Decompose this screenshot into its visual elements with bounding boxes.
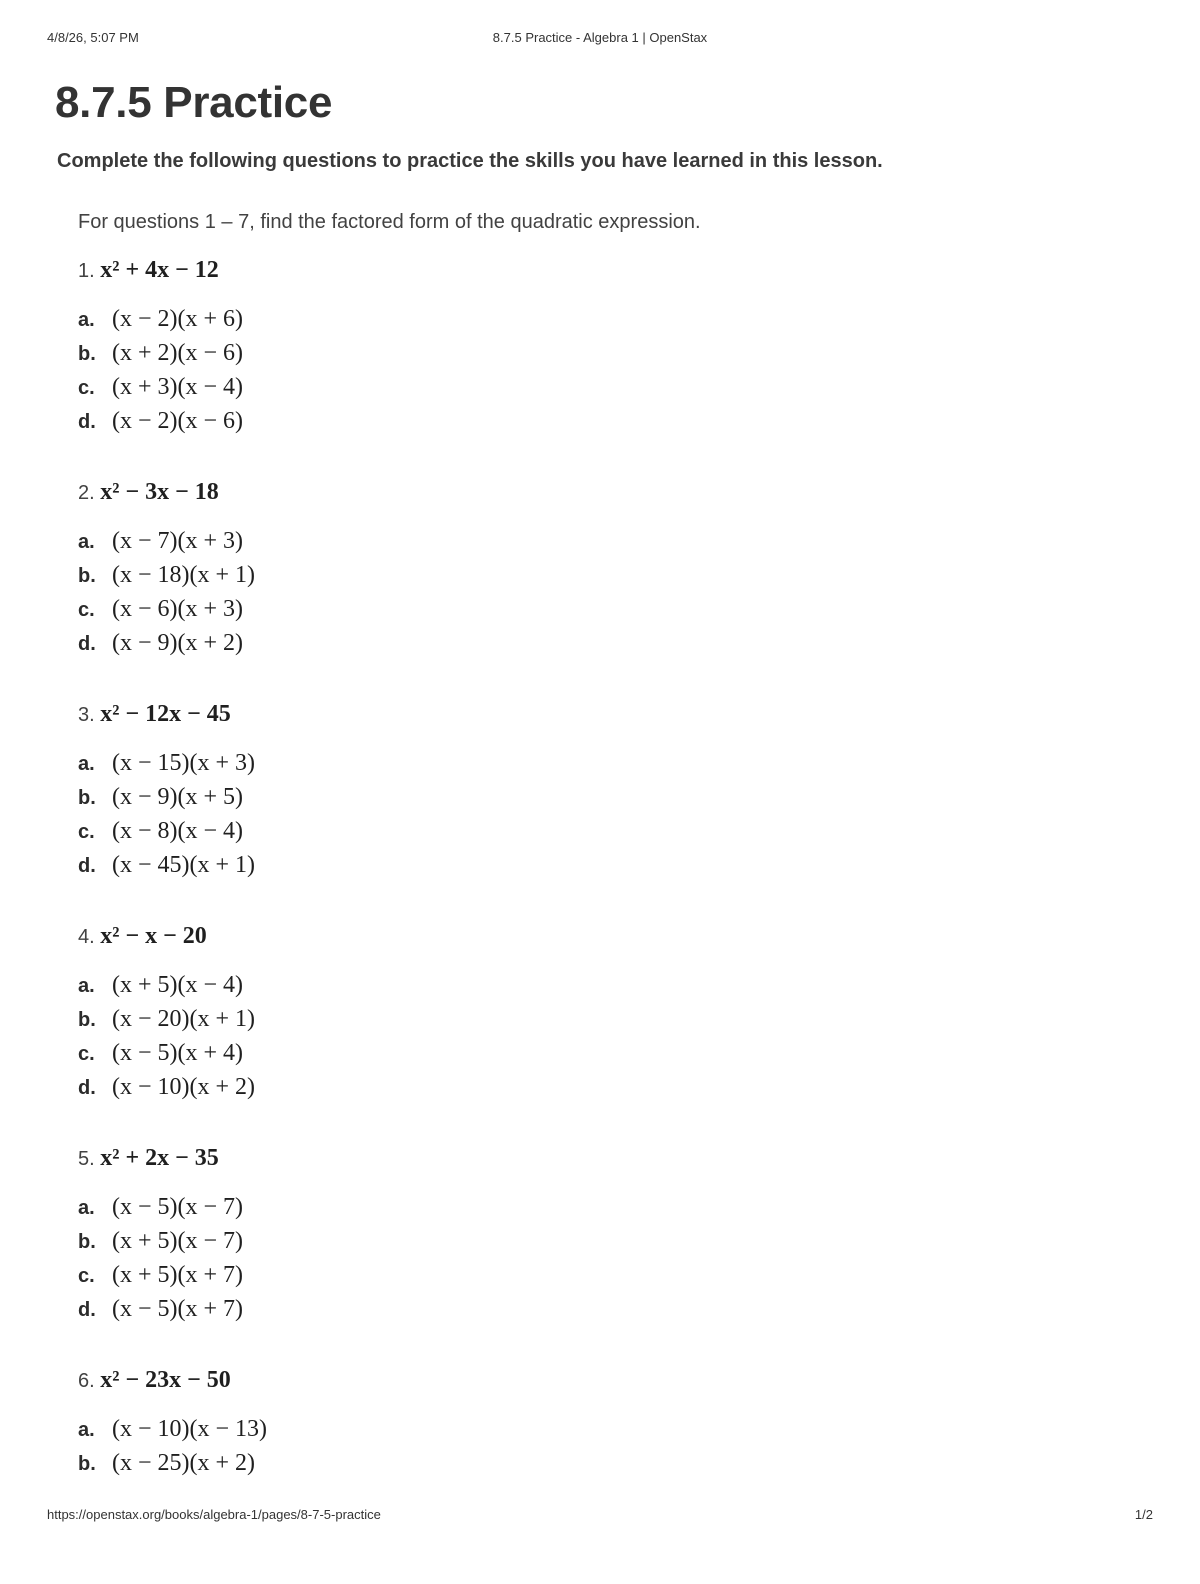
question-prompt [78, 1140, 1078, 1180]
option-expression: (x − 7)(x + 3) [112, 528, 244, 554]
option-letter: d. [78, 633, 96, 655]
option-letter: b. [78, 787, 96, 809]
option-letter: c. [78, 599, 95, 621]
question-expression: x² + 2x − 35 [100, 1145, 219, 1171]
option-letter: c. [78, 1043, 95, 1065]
answer-option[interactable] [78, 1190, 1078, 1224]
option-expression: (x − 15)(x + 3) [112, 750, 256, 776]
answer-option[interactable] [78, 780, 1078, 814]
option-expression: (x + 2)(x − 6) [112, 340, 244, 366]
option-letter: b. [78, 1009, 96, 1031]
option-expression: (x − 2)(x − 6) [112, 408, 244, 434]
option-letter: a. [78, 1419, 95, 1441]
answer-options [78, 302, 1078, 438]
answer-option[interactable] [78, 524, 1078, 558]
answer-option[interactable] [78, 404, 1078, 438]
intro-text: Complete the following questions to practice the skills you have learned in this lesson. [57, 150, 883, 172]
print-header [0, 30, 1200, 50]
option-expression: (x + 5)(x + 7) [112, 1262, 244, 1288]
option-letter: d. [78, 1077, 96, 1099]
option-letter: c. [78, 1265, 95, 1287]
page-indicator: 1/2 [1134, 1507, 1153, 1522]
option-letter: d. [78, 1299, 96, 1321]
answer-option[interactable] [78, 1446, 1078, 1480]
question-number: 4. [78, 926, 95, 948]
answer-option[interactable] [78, 370, 1078, 404]
option-expression: (x − 5)(x + 7) [112, 1296, 244, 1322]
question-number: 3. [78, 704, 95, 726]
option-expression: (x − 9)(x + 5) [112, 784, 244, 810]
option-expression: (x − 5)(x + 4) [112, 1040, 244, 1066]
question-number: 6. [78, 1370, 95, 1392]
page-title: 8.7.5 Practice [55, 78, 333, 127]
option-expression: (x − 20)(x + 1) [112, 1006, 256, 1032]
answer-option[interactable] [78, 1292, 1078, 1326]
instructions-text: For questions 1 – 7, find the factored form of the quadratic expression. [78, 211, 701, 233]
question-prompt [78, 1362, 1078, 1402]
question-expression: x² − x − 20 [100, 923, 207, 949]
question-prompt [78, 918, 1078, 958]
option-letter: a. [78, 309, 95, 331]
question-4 [78, 918, 1078, 1140]
answer-option[interactable] [78, 626, 1078, 660]
answer-option[interactable] [78, 592, 1078, 626]
option-letter: c. [78, 821, 95, 843]
answer-option[interactable] [78, 1258, 1078, 1292]
option-expression: (x − 2)(x + 6) [112, 306, 244, 332]
question-list [78, 252, 1078, 1584]
question-3 [78, 696, 1078, 918]
question-1 [78, 252, 1078, 474]
question-expression: x² + 4x − 12 [100, 257, 219, 283]
answer-option[interactable] [78, 814, 1078, 848]
option-expression: (x − 8)(x − 4) [112, 818, 244, 844]
option-letter: c. [78, 377, 95, 399]
answer-option[interactable] [78, 1036, 1078, 1070]
print-document-title: 8.7.5 Practice - Algebra 1 | OpenStax [492, 30, 708, 45]
question-2 [78, 474, 1078, 696]
option-letter: a. [78, 531, 95, 553]
answer-option[interactable] [78, 746, 1078, 780]
answer-option[interactable] [78, 1224, 1078, 1258]
option-expression: (x − 9)(x + 2) [112, 630, 244, 656]
answer-option[interactable] [78, 558, 1078, 592]
option-expression: (x − 6)(x + 3) [112, 596, 244, 622]
option-expression: (x − 45)(x + 1) [112, 852, 256, 878]
answer-option[interactable] [78, 1070, 1078, 1104]
question-expression: x² − 3x − 18 [100, 479, 219, 505]
print-datetime: 4/8/26, 5:07 PM [47, 30, 139, 45]
answer-options [78, 1190, 1078, 1326]
answer-options [78, 968, 1078, 1104]
question-number: 5. [78, 1148, 95, 1170]
question-expression: x² − 23x − 50 [100, 1367, 231, 1393]
answer-option[interactable] [78, 968, 1078, 1002]
option-letter: a. [78, 1197, 95, 1219]
answer-options [78, 746, 1078, 882]
question-prompt [78, 252, 1078, 292]
option-letter: a. [78, 753, 95, 775]
option-expression: (x + 5)(x − 7) [112, 1228, 244, 1254]
answer-option[interactable] [78, 302, 1078, 336]
option-letter: b. [78, 343, 96, 365]
question-prompt [78, 696, 1078, 736]
option-expression: (x − 18)(x + 1) [112, 562, 256, 588]
answer-option[interactable] [78, 1412, 1078, 1446]
option-expression: (x − 10)(x + 2) [112, 1074, 256, 1100]
option-letter: b. [78, 1231, 96, 1253]
question-number: 2. [78, 482, 95, 504]
question-5 [78, 1140, 1078, 1362]
option-letter: b. [78, 1453, 96, 1475]
option-expression: (x + 5)(x − 4) [112, 972, 244, 998]
answer-option[interactable] [78, 848, 1078, 882]
question-number: 1. [78, 260, 95, 282]
answer-option[interactable] [78, 1002, 1078, 1036]
question-6 [78, 1362, 1078, 1584]
option-letter: a. [78, 975, 95, 997]
option-expression: (x + 3)(x − 4) [112, 374, 244, 400]
option-expression: (x − 25)(x + 2) [112, 1450, 256, 1476]
answer-options [78, 524, 1078, 660]
question-expression: x² − 12x − 45 [100, 701, 231, 727]
print-footer [0, 1507, 1200, 1527]
answer-options [78, 1412, 1078, 1480]
option-expression: (x − 5)(x − 7) [112, 1194, 244, 1220]
option-expression: (x − 10)(x − 13) [112, 1416, 268, 1442]
question-prompt [78, 474, 1078, 514]
print-url: https://openstax.org/books/algebra-1/pages/8-7-5-practice [47, 1507, 381, 1522]
option-letter: d. [78, 411, 96, 433]
option-letter: d. [78, 855, 96, 877]
option-letter: b. [78, 565, 96, 587]
answer-option[interactable] [78, 336, 1078, 370]
